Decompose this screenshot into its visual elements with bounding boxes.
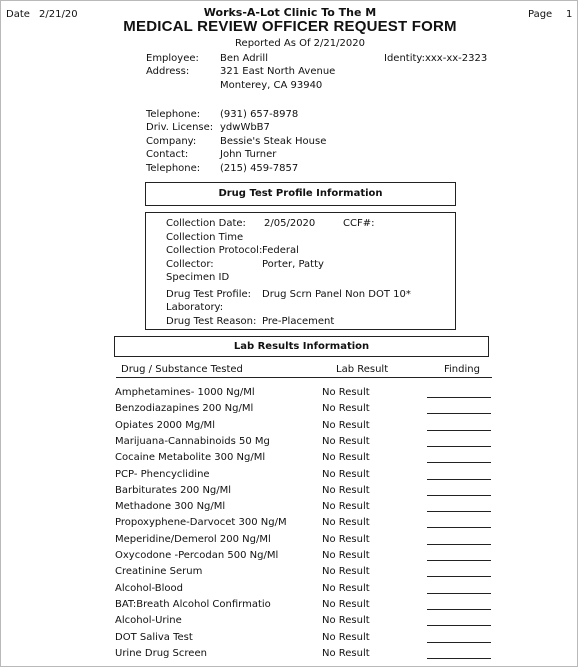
substance-cell: Cocaine Metabolite 300 Ng/Ml bbox=[115, 452, 266, 463]
substance-cell: Barbiturates 200 Ng/Ml bbox=[115, 485, 232, 496]
result-cell: No Result bbox=[322, 403, 370, 414]
finding-blank-line bbox=[427, 642, 491, 643]
result-cell: No Result bbox=[322, 583, 370, 594]
substance-cell: Urine Drug Screen bbox=[115, 648, 207, 659]
company-value: Bessie's Steak House bbox=[220, 136, 327, 147]
profile-section-title: Drug Test Profile Information bbox=[218, 188, 383, 199]
clinic-name: Works-A-Lot Clinic To The M bbox=[203, 6, 377, 19]
date-value: 2/21/20 bbox=[39, 9, 78, 20]
col-finding-header: Finding bbox=[444, 364, 480, 375]
reported-as-of: Reported As Of 2/21/2020 bbox=[235, 38, 365, 49]
license-value: ydwWbB7 bbox=[220, 122, 270, 133]
finding-blank-line bbox=[427, 560, 491, 561]
address-label: Address: bbox=[146, 66, 190, 77]
profile-value: Drug Scrn Panel Non DOT 10* bbox=[262, 289, 411, 300]
lab-section-title: Lab Results Information bbox=[233, 341, 370, 352]
reason-label: Drug Test Reason: bbox=[166, 316, 257, 327]
result-cell: No Result bbox=[322, 648, 370, 659]
substance-cell: Opiates 2000 Mg/Ml bbox=[115, 420, 215, 431]
collection-date-label: Collection Date: bbox=[166, 218, 246, 229]
substance-cell: Creatinine Serum bbox=[115, 566, 203, 577]
finding-blank-line bbox=[427, 511, 491, 512]
substance-cell: Alcohol-Urine bbox=[115, 615, 182, 626]
contact-value: John Turner bbox=[220, 149, 277, 160]
result-cell: No Result bbox=[322, 534, 370, 545]
finding-blank-line bbox=[427, 544, 491, 545]
substance-cell: PCP- Phencyclidine bbox=[115, 469, 210, 480]
profile-label: Drug Test Profile: bbox=[166, 289, 252, 300]
substance-cell: Alcohol-Blood bbox=[115, 583, 183, 594]
contact-label: Contact: bbox=[146, 149, 189, 160]
specimen-label: Specimen ID bbox=[166, 272, 230, 283]
substance-cell: Methadone 300 Ng/Ml bbox=[115, 501, 226, 512]
ccf-label: CCF#: bbox=[343, 218, 375, 229]
substance-cell: Benzodiazapines 200 Ng/Ml bbox=[115, 403, 254, 414]
protocol-value: Federal bbox=[262, 245, 299, 256]
finding-blank-line bbox=[427, 462, 491, 463]
employee-value: Ben Adrill bbox=[220, 53, 268, 64]
col-result-header: Lab Result bbox=[336, 364, 389, 375]
page-label: Page bbox=[528, 9, 553, 20]
result-cell: No Result bbox=[322, 550, 370, 561]
finding-blank-line bbox=[427, 576, 491, 577]
result-cell: No Result bbox=[322, 632, 370, 643]
telephone2-value: (215) 459-7857 bbox=[220, 163, 299, 174]
collection-time-label: Collection Time bbox=[166, 232, 244, 243]
protocol-label: Collection Protocol: bbox=[166, 245, 263, 256]
reason-value: Pre-Placement bbox=[262, 316, 335, 327]
address-line2: Monterey, CA 93940 bbox=[220, 80, 323, 91]
substance-cell: DOT Saliva Test bbox=[115, 632, 193, 643]
finding-blank-line bbox=[427, 658, 491, 659]
result-cell: No Result bbox=[322, 517, 370, 528]
collector-value: Porter, Patty bbox=[262, 259, 324, 270]
substance-cell: Oxycodone -Percodan 500 Ng/Ml bbox=[115, 550, 279, 561]
result-cell: No Result bbox=[322, 501, 370, 512]
result-cell: No Result bbox=[322, 485, 370, 496]
result-cell: No Result bbox=[322, 436, 370, 447]
result-cell: No Result bbox=[322, 452, 370, 463]
finding-blank-line bbox=[427, 495, 491, 496]
result-cell: No Result bbox=[322, 615, 370, 626]
result-cell: No Result bbox=[322, 566, 370, 577]
result-cell: No Result bbox=[322, 387, 370, 398]
company-label: Company: bbox=[146, 136, 197, 147]
employee-label: Employee: bbox=[146, 53, 199, 64]
result-cell: No Result bbox=[322, 469, 370, 480]
col-substance-header: Drug / Substance Tested bbox=[121, 364, 243, 375]
result-cell: No Result bbox=[322, 420, 370, 431]
collection-date-value: 2/05/2020 bbox=[264, 218, 316, 229]
form-title: MEDICAL REVIEW OFFICER REQUEST FORM bbox=[123, 18, 457, 35]
finding-blank-line bbox=[427, 446, 491, 447]
profile-title-box bbox=[145, 182, 456, 206]
finding-blank-line bbox=[427, 397, 491, 398]
license-label: Driv. License: bbox=[146, 122, 214, 133]
page-number: 1 bbox=[566, 9, 573, 20]
finding-blank-line bbox=[427, 413, 491, 414]
finding-blank-line bbox=[427, 479, 491, 480]
date-label: Date bbox=[6, 9, 30, 20]
substance-cell: Propoxyphene-Darvocet 300 Ng/M bbox=[115, 517, 287, 528]
substance-cell: Marijuana-Cannabinoids 50 Mg bbox=[115, 436, 270, 447]
telephone-value: (931) 657-8978 bbox=[220, 109, 299, 120]
telephone-label: Telephone: bbox=[146, 109, 201, 120]
finding-blank-line bbox=[427, 430, 491, 431]
result-cell: No Result bbox=[322, 599, 370, 610]
substance-cell: BAT:Breath Alcohol Confirmatio bbox=[115, 599, 271, 610]
address-line1: 321 East North Avenue bbox=[220, 66, 336, 77]
finding-blank-line bbox=[427, 625, 491, 626]
laboratory-label: Laboratory: bbox=[166, 302, 224, 313]
lab-title-box bbox=[114, 336, 489, 357]
identity-value: Identity:xxx-xx-2323 bbox=[384, 53, 488, 64]
substance-cell: Amphetamines- 1000 Ng/Ml bbox=[115, 387, 255, 398]
telephone2-label: Telephone: bbox=[146, 163, 201, 174]
finding-blank-line bbox=[427, 593, 491, 594]
finding-blank-line bbox=[427, 609, 491, 610]
collector-label: Collector: bbox=[166, 259, 214, 270]
substance-cell: Meperidine/Demerol 200 Ng/Ml bbox=[115, 534, 271, 545]
header-underline bbox=[116, 377, 492, 378]
finding-blank-line bbox=[427, 527, 491, 528]
